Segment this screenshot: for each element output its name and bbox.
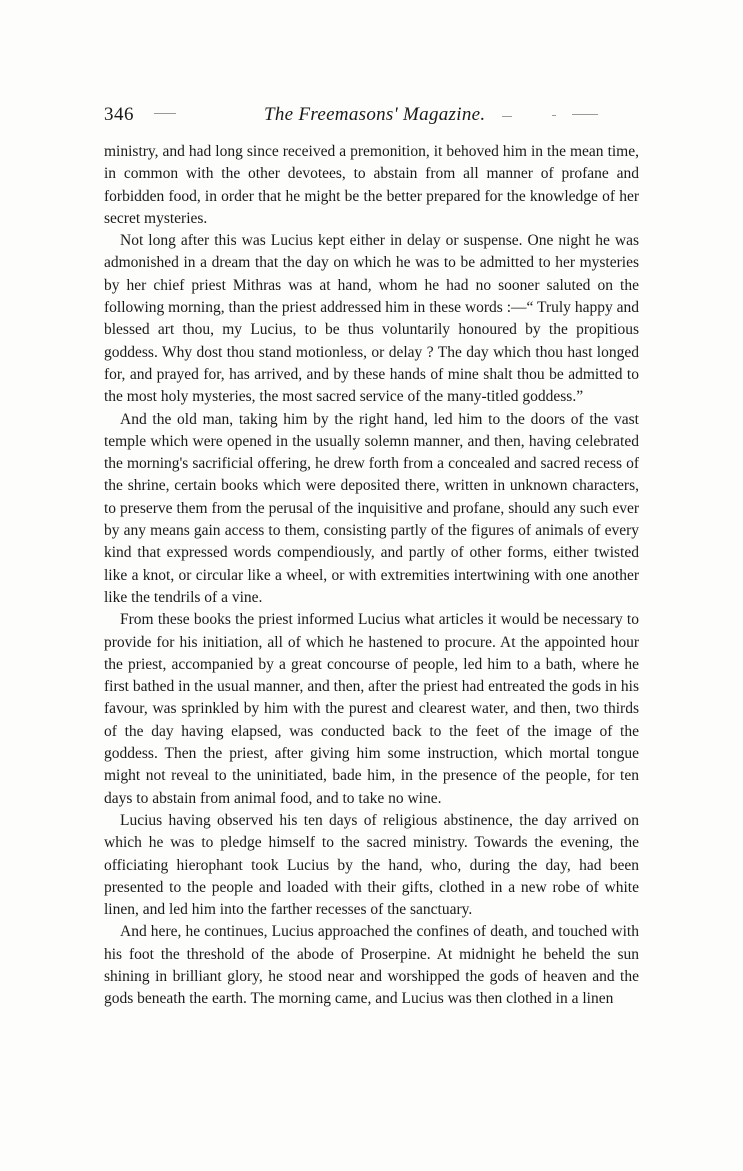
article-body bbox=[104, 141, 639, 1011]
page-number: 346 bbox=[104, 104, 134, 125]
paragraph-continuation: ministry, and had long since received a premonition, it behoved him in the mean time, in common with the other devotees, to abstain from all manner of profane and forbidden food, in order that he might be the better prepared for the knowledge of her secret mysteries. bbox=[104, 143, 639, 227]
magazine-title: The Freemasons' Magazine. bbox=[264, 104, 486, 125]
paragraph: Not long after this was Lucius kept either in delay or suspense. One night he was admonished in a dream that the day on which he was to be admitted to her mysteries by her chief priest Mithras was at hand, whom he had no sooner saluted on the following morning, than the priest addressed him in these words :—“ Truly happy and blessed art thou, my Lucius, to be thus voluntarily honoured by the propitious goddess. Why dost thou stand motionless, or delay ? The day which thou hast longed for, and prayed for, has arrived, and by these hands of mine shalt thou be admitted to the most holy mysteries, the most sacred service of the many-titled goddess.” bbox=[104, 232, 639, 406]
header-rule bbox=[552, 115, 556, 116]
header-rule bbox=[572, 114, 598, 115]
paragraph: From these books the priest informed Lucius what articles it would be necessary to provide for his initiation, all of which he hastened to procure. At the appointed hour the priest, accompanied by a great concourse of people, led him to a bath, where he first bathed in the usual manner, and then, after the priest had entreated the gods in his favour, was sprinkled by him with the purest and clearest water, and then, two thirds of the day having elapsed, was conducted back to the feet of the image of the goddess. Then the priest, after giving him some instruction, which mortal tongue might not reveal to the uninitiated, bade him, in the presence of the people, for ten days to abstain from animal food, and to take no wine. bbox=[104, 611, 639, 807]
running-head bbox=[104, 104, 639, 128]
paragraph: And here, he continues, Lucius approached the confines of death, and touched with his foot the threshold of the abode of Proserpine. At midnight he beheld the sun shining in brilliant glory, he stood near and worshipped the gods of heaven and the gods beneath the earth. The morning came, and Lucius was then clothed in a linen bbox=[104, 923, 639, 1008]
paragraph: And the old man, taking him by the right hand, led him to the doors of the vast temple which were opened in the usually solemn manner, and then, having celebrated the morning's sacrificial offering, he drew forth from a concealed and sacred recess of the shrine, certain books which were deposited there, written in unknown characters, to preserve them from the perusal of the inquisitive and profane, should any such ever by any means gain access to them, consisting partly of the figures of animals of every kind that expressed words compendiously, and partly of other forms, either twisted like a knot, or circular like a wheel, or with extremities intertwining with one another like the tendrils of a vine. bbox=[104, 410, 639, 606]
paragraph: Lucius having observed his ten days of religious abstinence, the day arrived on which he was to pledge himself to the sacred ministry. Towards the evening, the officiating hierophant took Lucius by the hand, who, during the day, had been presented to the people and loaded with their gifts, clothed in a new robe of white linen, and led him into the farther recesses of the sanctuary. bbox=[104, 811, 639, 919]
header-rule bbox=[502, 116, 512, 117]
header-rule bbox=[154, 113, 176, 114]
